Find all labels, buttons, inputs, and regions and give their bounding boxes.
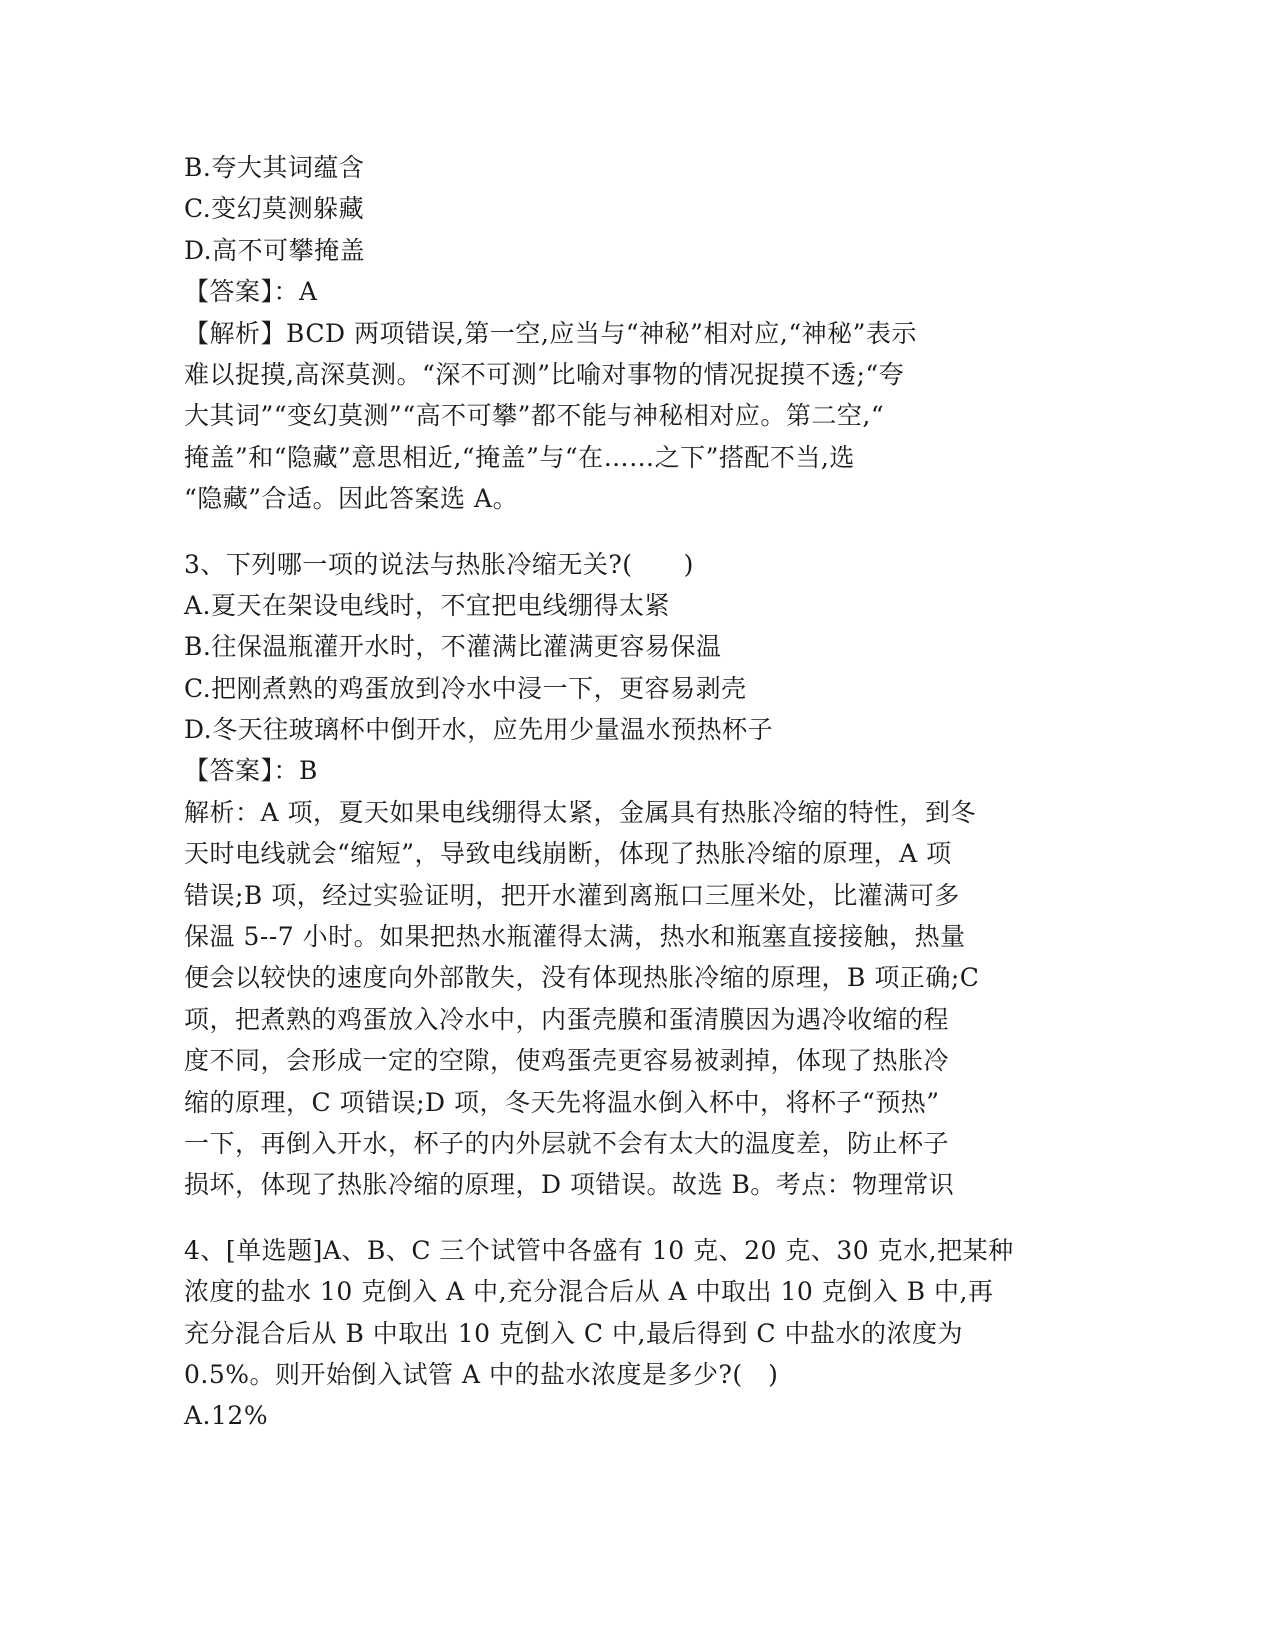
q3-analysis-line: 天时电线就会“缩短”，导致电线崩断，体现了热胀冷缩的原理，A 项 [184, 839, 952, 869]
q2-analysis-line: 掩盖”和“隐藏”意思相近,“掩盖”与“在……之下”搭配不当,选 [184, 442, 855, 472]
spacer [184, 1206, 1084, 1230]
q4-question-line: 0.5%。则开始倒入试管 A 中的盐水浓度是多少?( ) [184, 1359, 779, 1389]
q2-option-c: C.变幻莫测躲藏 [184, 194, 365, 224]
question-3-block [184, 544, 1084, 1206]
q3-option-b: B.往保温瓶灌开水时，不灌满比灌满更容易保温 [184, 632, 722, 662]
q2-analysis-line: 大其词”“变幻莫测”“高不可攀”都不能与神秘相对应。第二空,“ [184, 401, 885, 431]
q4-question-line: 浓度的盐水 10 克倒入 A 中,充分混合后从 A 中取出 10 克倒入 B 中,再 [184, 1277, 994, 1307]
spacer [184, 520, 1084, 544]
q2-analysis-line: 难以捉摸,高深莫测。“深不可测”比喻对事物的情况捉摸不透;“夸 [184, 359, 905, 389]
q4-question-line: 充分混合后从 B 中取出 10 克倒入 C 中,最后得到 C 中盐水的浓度为 [184, 1318, 963, 1348]
q3-analysis-line: 便会以较快的速度向外部散失，没有体现热胀冷缩的原理，B 项正确;C [184, 963, 980, 993]
q3-option-a: A.夏天在架设电线时，不宜把电线绷得太紧 [184, 590, 671, 620]
q3-analysis-line: 损坏，体现了热胀冷缩的原理，D 项错误。故选 B。考点：物理常识 [184, 1170, 955, 1200]
q2-answer: 【答案】：A [184, 277, 318, 307]
q3-analysis-line: 错误;B 项，经过实验证明，把开水灌到离瓶口三厘米处，比灌满可多 [184, 880, 960, 910]
q2-analysis-line: 【解析】BCD 两项错误,第一空,应当与“神秘”相对应,“神秘”表示 [184, 318, 917, 348]
question-2-block [184, 147, 1084, 520]
q3-analysis-line: 解析：A 项，夏天如果电线绷得太紧，金属具有热胀冷缩的特性，到冬 [184, 797, 977, 827]
q2-option-b: B.夸大其词蕴含 [184, 153, 365, 182]
q2-analysis [184, 313, 1084, 520]
q3-analysis-line: 一下，再倒入开水，杯子的内外层就不会有太大的温度差，防止杯子 [184, 1128, 950, 1158]
q3-analysis-line: 缩的原理，C 项错误;D 项，冬天先将温水倒入杯中，将杯子“预热” [184, 1087, 940, 1117]
q3-question: 3、下列哪一项的说法与热胀冷缩无关?( ) [184, 549, 694, 579]
q3-analysis-line: 保温 5--7 小时。如果把热水瓶灌得太满，热水和瓶塞直接接触，热量 [184, 922, 966, 952]
q3-analysis-line: 度不同，会形成一定的空隙，使鸡蛋壳更容易被剥掉，体现了热胀冷 [184, 1046, 950, 1076]
document-content [184, 147, 1084, 1437]
q3-answer: 【答案】：B [184, 756, 318, 786]
q2-option-d: D.高不可攀掩盖 [184, 235, 366, 265]
q3-option-d: D.冬天往玻璃杯中倒开水，应先用少量温水预热杯子 [184, 715, 774, 745]
q4-option-a: A.12% [184, 1401, 269, 1431]
question-4-block [184, 1230, 1084, 1437]
q3-option-c: C.把刚煮熟的鸡蛋放到冷水中浸一下，更容易剥壳 [184, 673, 747, 703]
q4-question-line: 4、[单选题]A、B、C 三个试管中各盛有 10 克、20 克、30 克水,把某种 [184, 1235, 1014, 1265]
q2-analysis-line: “隐藏”合适。因此答案选 A。 [184, 484, 519, 514]
q3-analysis-line: 项，把煮熟的鸡蛋放入冷水中，内蛋壳膜和蛋清膜因为遇冷收缩的程 [184, 1004, 950, 1034]
q3-analysis [184, 792, 1084, 1206]
